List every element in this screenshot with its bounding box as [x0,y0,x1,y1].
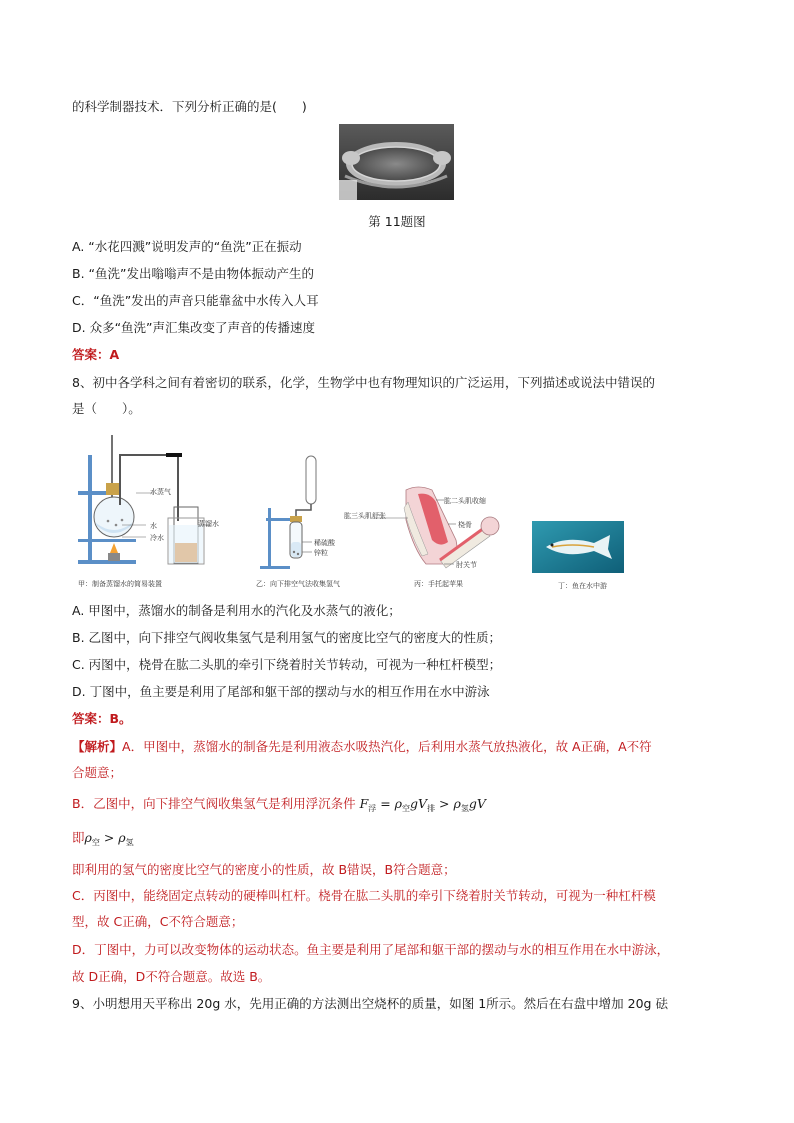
q7-option-c: C．“鱼洗”发出的声音只能靠盆中水传入人耳 [72,293,319,308]
yi-label-zinc: 锌粒 [314,549,328,557]
formula-rho1-sub: 空 [402,804,411,813]
q8-stem-line2: 是（ ）。 [72,401,141,416]
q8-answer: 答案：B。 [72,711,132,726]
analysis-b-line1 [72,795,722,818]
bing-label-biceps: 肱二头肌收缩 [444,497,486,505]
basin-photo [339,124,454,200]
q7-stem-tail: 的科学制器技术．下列分析正确的是( ) [72,99,307,114]
formula-gv-sub: 排 [427,804,436,813]
formula-gt: > ρ [435,796,461,811]
ji-rho1-sub: 空 [91,838,100,847]
bing-caption: 丙：手托起苹果 [414,580,463,588]
q7-option-d: D. 众多“鱼洗”声汇集改变了声音的传播速度 [72,320,316,335]
bing-label-triceps: 肱三头肌舒张 [344,512,386,520]
yi-label-acid: 稀硫酸 [314,539,335,547]
figure-yi-hydrogen [256,452,348,592]
formula-f-sub: 浮 [368,804,377,813]
analysis-a-text: A．甲图中，蒸馏水的制备先是利用液态水吸热汽化，后利用水蒸气放热液化，故 A正确，A不符 [122,739,652,754]
ji-prefix: 即 [72,830,85,845]
q7-option-b: B. “鱼洗”发出嗡嗡声不是由物体振动产生的 [72,266,314,281]
density-inequality [85,830,134,845]
analysis-c-line2: 型，故 C正确，C不符合题意； [72,914,244,929]
analysis-d-line1: D．丁图中，力可以改变物体的运动状态。鱼主要是利用了尾部和躯干部的摆动与水的相互作用在水中游泳， [72,942,670,957]
analysis-d-line2: 故 D正确，D不符合题意。故选 B。 [72,969,271,984]
jia-label-steam: 水蒸气 [150,488,171,496]
analysis-b-text: B．乙图中，向下排空气阀收集氢气是利用浮沉条件 [72,796,356,811]
jia-label-cold-water: 冷水 [150,534,164,542]
bing-label-radius: 桡骨 [458,521,472,529]
ji-rho1: ρ [84,830,92,845]
q9-stem-line1: 9、小明想用天平称出 20g 水，先用正确的方法测出空烧杯的质量，如图 1所示。然后在右盘中增加 20g 砝 [72,996,668,1011]
ding-caption: 丁：鱼在水中游 [558,582,607,590]
ji-rho2-sub: 氢 [125,838,134,847]
q8-option-d: D. 丁图中，鱼主要是利用了尾部和躯干部的摆动与水的相互作用在水中游泳 [72,684,490,699]
jia-label-distilled: 蒸馏水 [198,520,219,528]
jia-caption: 甲：制备蒸馏水的简易装置 [78,580,162,588]
figure-ding-fish [532,521,624,593]
analysis-a-line1 [72,738,722,756]
figure-bing-arm [344,480,506,592]
analysis-c-line1: C．丙图中，能绕固定点转动的硬棒叫杠杆。桡骨在肱二头肌的牵引下绕着肘关节转动，可视为一种杠杆模 [72,888,656,903]
q8-option-a: A. 甲图中，蒸馏水的制备是利用水的汽化及水蒸气的液化； [72,603,401,618]
analysis-a-line2: 合题意； [72,765,123,780]
yi-caption: 乙：向下排空气法收集氢气 [256,580,340,588]
q8-option-b: B. 乙图中，向下排空气阀收集氢气是利用氢气的密度比空气的密度大的性质； [72,630,502,645]
formula-end: gV [468,796,486,811]
ji-rho2: ρ [118,830,126,845]
analysis-bracket: 【解析】 [72,739,123,754]
q7-option-a: A. “水花四溅”说明发声的“鱼洗”正在振动 [72,239,302,254]
q7-answer: 答案：A [72,347,120,362]
bing-label-elbow: 肘关节 [456,561,477,569]
analysis-b-line3: 即利用的氢气的密度比空气的密度小的性质，故 B错误，B符合题意； [72,862,456,877]
formula-rho2-sub: 氢 [460,804,469,813]
q8-stem-line1: 8、初中各学科之间有着密切的联系，化学，生物学中也有物理知识的广泛运用，下列描述或说法中错误的 [72,375,655,390]
formula-gv: gV [410,796,428,811]
formula-mid: = ρ [376,796,403,811]
analysis-ji-line [72,829,722,852]
figure-jia-distillation [70,425,220,593]
buoyancy-formula [360,796,486,811]
ji-gt: > [99,830,119,845]
q7-figure-caption: 第 11题图 [368,214,426,229]
q8-option-c: C. 丙图中，桡骨在肱二头肌的牵引下绕着肘关节转动，可视为一种杠杆模型； [72,657,502,672]
jia-label-water: 水 [150,522,157,530]
formula-f: F [359,796,369,811]
